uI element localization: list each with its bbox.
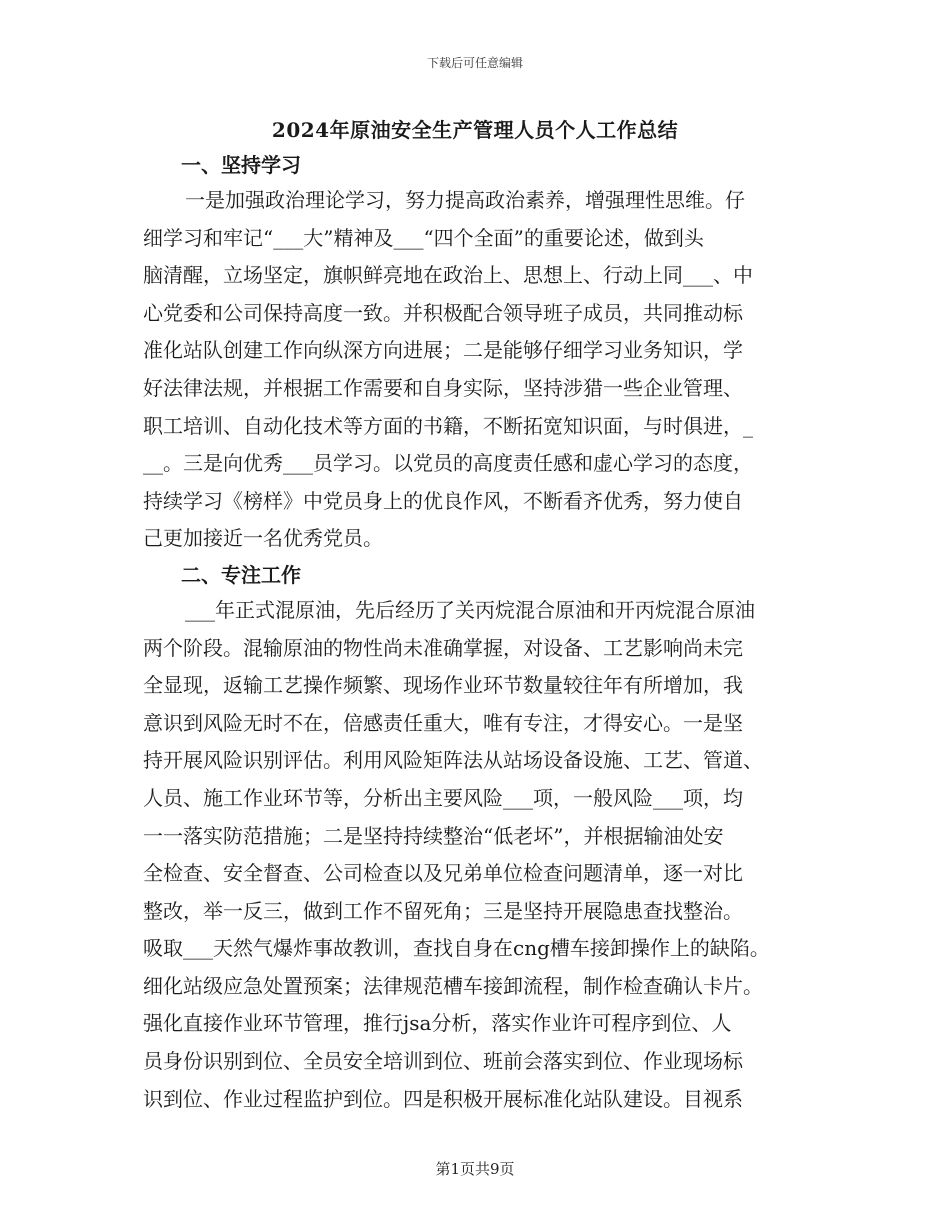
paragraph-line: 准化站队创建工作向纵深方向进展；二是能够仔细学习业务知识，学 xyxy=(143,338,743,363)
page-footer: 第1页共9页 xyxy=(435,1160,515,1178)
paragraph-line: 一一落实防范措施；二是坚持持续整治“低老坏”，并根据输油处安 xyxy=(143,823,724,848)
paragraph-line: 全检查、安全督查、公司检查以及兄弟单位检查问题清单，逐一对比 xyxy=(143,861,743,886)
section-paragraph xyxy=(143,182,808,558)
paragraph-line: 心党委和公司保持高度一致。并积极配合领导班子成员，共同推动标 xyxy=(143,300,743,325)
section-paragraph xyxy=(143,592,808,1118)
document-title: 2024年原油安全生产管理人员个人工作总结 xyxy=(271,118,679,142)
document-body xyxy=(143,148,808,1118)
paragraph-line: ___年正式混原油，先后经历了关丙烷混合原油和开丙烷混合原油 xyxy=(185,597,755,622)
section-heading: 一、坚持学习 xyxy=(181,153,301,177)
header-note: 下载后可任意编辑 xyxy=(426,56,523,70)
paragraph-line: 整改，举一反三，做到工作不留死角；三是坚持开展隐患查找整治。 xyxy=(143,898,743,923)
paragraph-line: 强化直接作业环节管理，推行jsa分析，落实作业许可程序到位、人 xyxy=(143,1011,732,1036)
paragraph-line: 识到位、作业过程监护到位。四是积极开展标准化站队建设。目视系 xyxy=(143,1086,743,1111)
section-heading: 二、专注工作 xyxy=(181,562,301,587)
paragraph-line: 持开展风险识别评估。利用风险矩阵法从站场设备设施、工艺、管道、 xyxy=(143,748,763,773)
paragraph-line: 细化站级应急处置预案；法律规范槽车接卸流程，制作检查确认卡片。 xyxy=(143,973,763,998)
paragraph-line: 员身份识别到位、全员安全培训到位、班前会落实到位、作业现场标 xyxy=(143,1049,743,1074)
paragraph-line: 两个阶段。混输原油的物性尚未准确掌握，对设备、工艺影响尚未完 xyxy=(143,635,743,660)
paragraph-line: 持续学习《榜样》中党员身上的优良作风，不断看齐优秀，努力使自 xyxy=(143,488,743,513)
paragraph-line: 吸取___天然气爆炸事故教训，查找自身在cng槽车接卸操作上的缺陷。 xyxy=(143,936,770,961)
paragraph-line: __。三是向优秀___员学习。以党员的高度责任感和虚心学习的态度， xyxy=(143,451,753,476)
paragraph-line: 脑清醒，立场坚定，旗帜鲜亮地在政治上、思想上、行动上同___、中 xyxy=(143,263,753,288)
paragraph-line: 意识到风险无时不在，倍感责任重大，唯有专注，才得安心。一是坚 xyxy=(143,710,743,735)
paragraph-line: 全显现，返输工艺操作频繁、现场作业环节数量较往年有所增加，我 xyxy=(143,673,743,698)
paragraph-line: 职工培训、自动化技术等方面的书籍，不断拓宽知识面，与时俱进，_ xyxy=(143,413,753,438)
paragraph-line: 人员、施工作业环节等，分析出主要风险___项，一般风险___项，均 xyxy=(143,785,743,810)
paragraph-line: 一是加强政治理论学习，努力提高政治素养，增强理性思维。仔 xyxy=(185,188,745,212)
paragraph-line: 细学习和牢记“___大”精神及___“四个全面”的重要论述，做到头 xyxy=(143,225,704,250)
paragraph-line: 好法律法规，并根据工作需要和自身实际，坚持涉猎一些企业管理、 xyxy=(143,375,743,400)
paragraph-line: 己更加接近一名优秀党员。 xyxy=(143,526,383,551)
